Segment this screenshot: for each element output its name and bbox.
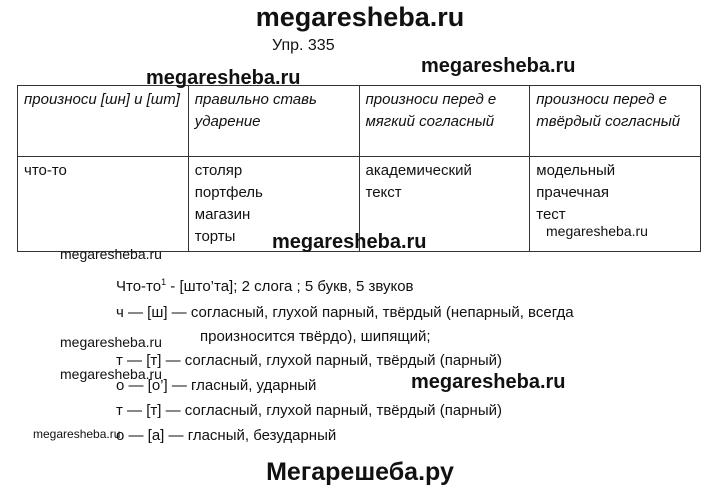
word-item: прачечная: [536, 184, 609, 201]
word-item: магазин: [194, 206, 251, 223]
analysis-line: о — [а] — гласный, безударный: [116, 427, 337, 444]
analysis-line: о — [о’] — гласный, ударный: [116, 377, 317, 394]
watermark: megaresheba.ru: [272, 231, 427, 253]
word-item: академический: [365, 162, 472, 179]
watermark: megaresheba.ru: [546, 223, 648, 239]
word-item: торты: [194, 228, 236, 245]
watermark: megaresheba.ru: [146, 67, 301, 89]
analysis-word-line: [116, 277, 414, 295]
table-header-row: [18, 86, 701, 157]
watermark: megaresheba.ru: [60, 366, 162, 382]
watermark: megaresheba.ru: [60, 334, 162, 350]
word-item: текст: [365, 184, 402, 201]
watermark: megaresheba.ru: [60, 246, 162, 262]
word-item: что-то: [24, 162, 67, 179]
analysis-line: т — [т] — согласный, глухой парный, твёрдый (парный): [116, 402, 502, 419]
analysis-line: ч — [ш] — согласный, глухой парный, твёрдый (непарный, всегда: [116, 304, 574, 321]
word-item: портфель: [194, 184, 263, 201]
word-item: тест: [536, 206, 566, 223]
table-header-cell: произноси [шн] и [шт]: [18, 86, 189, 157]
site-title: megaresheba.ru: [255, 2, 465, 32]
exercise-title: Упр. 335: [272, 37, 335, 54]
table-header-cell: произноси перед е твёрдый согласный: [530, 86, 701, 157]
table-header-cell: произноси перед е мягкий согласный: [359, 86, 530, 157]
analysis-footnote-mark: 1: [161, 277, 167, 287]
watermark: megaresheba.ru: [421, 55, 576, 77]
analysis-line: т — [т] — согласный, глухой парный, твёрдый (парный): [116, 352, 502, 369]
table-cell: [18, 157, 189, 252]
analysis-transcription: - [што’та]; 2 слога ; 5 букв, 5 звуков: [166, 278, 414, 295]
footer-brand: Мегарешеба.ру: [266, 458, 454, 486]
table-header-cell: правильно ставь ударение: [188, 86, 359, 157]
analysis-word: Что-то: [116, 278, 162, 295]
word-item: столяр: [194, 162, 243, 179]
watermark: megaresheba.ru: [33, 427, 121, 441]
watermark: megaresheba.ru: [411, 371, 566, 393]
word-item: модельный: [536, 162, 616, 179]
analysis-line: произносится твёрдо), шипящий;: [200, 328, 431, 345]
